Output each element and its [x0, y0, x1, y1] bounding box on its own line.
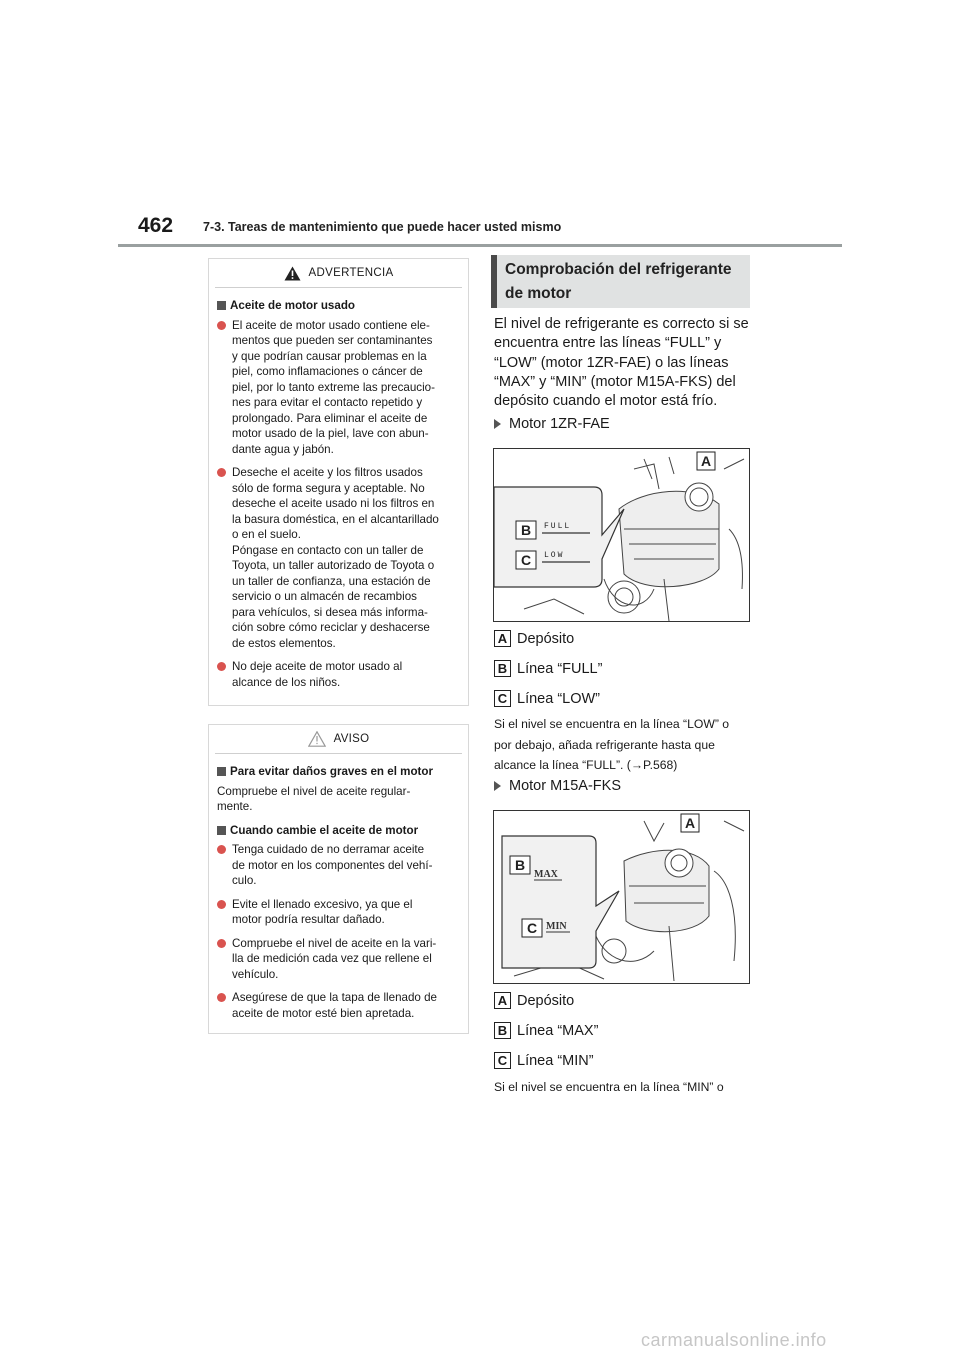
svg-text:C: C	[526, 920, 538, 936]
caution-icon	[308, 731, 326, 747]
engine1-illustration	[494, 449, 749, 621]
legend-text: Línea “FULL”	[517, 660, 603, 677]
notice-header	[215, 725, 462, 754]
fig-full-label: FULL	[544, 522, 572, 531]
bullet-text: Deseche el aceite y los filtros usados sólo de forma segura y aceptable. No deseche el aceite usado ni los filtros en la basura doméstica, en el alcantarillado o en el suelo. Póngase en contacto con un taller de Toyota, un taller autorizado de Toyota o un taller de confianza, una estación de servicio o un almacén de recambios para vehículos, si desea más informa- ción sobre cómo reciclar y deshacerse de estos elementos.	[232, 466, 439, 650]
title-accent-bar	[491, 255, 497, 308]
warning-title: ADVERTENCIA	[308, 267, 394, 279]
legend-text: Depósito	[517, 630, 575, 647]
warning-header	[215, 259, 462, 288]
notice-bullet	[217, 897, 460, 928]
legend-letter: A	[494, 630, 511, 647]
round-bullet-icon	[217, 993, 226, 1002]
notice-subheading: Cuando cambie el aceite de motor	[217, 823, 460, 839]
bullet-text: Tenga cuidado de no derramar aceite de motor en los componentes del vehí- culo.	[232, 843, 433, 887]
legend-item	[494, 690, 600, 707]
bullet-text: Asegúrese de que la tapa de llenado de aceite de motor esté bien apretada.	[232, 991, 437, 1020]
triangle-bullet-icon	[494, 781, 501, 791]
bullet-text: El aceite de motor usado contiene ele- mentos que pueden ser contaminantes y que podrían causar problemas en la piel, como inflamaciones o cáncer de piel, por lo tanto extreme las precaucio- nes para evitar el contacto repetido y prolongado. Para eliminar el aceite de motor usado de la piel, lave con abun- dante agua y jabón.	[232, 318, 435, 456]
warning-subheading: Aceite de motor usado	[217, 298, 460, 314]
notice-bullet	[217, 990, 460, 1021]
svg-text:A: A	[684, 815, 696, 831]
legend-text: Línea “MIN”	[517, 1052, 594, 1069]
coolant-intro: El nivel de refrigerante es correcto si se encuentra entre las líneas “FULL” y “LOW” (motor 1ZR-FAE) o las líneas “MAX” y “MIN” (motor M15A-FKS) del depósito cuando el motor está frío.	[494, 316, 749, 410]
figure-engine1	[493, 448, 750, 622]
watermark: carmanualsonline.info	[641, 1330, 827, 1350]
notice-subheading: Para evitar daños graves en el motor	[217, 764, 460, 780]
notice-box	[208, 724, 469, 1034]
square-bullet-icon	[217, 767, 226, 776]
legend-item	[494, 1022, 598, 1039]
bullet-text: Compruebe el nivel de aceite en la vari- lla de medición cada vez que rellene el vehículo.	[232, 936, 437, 981]
legend-letter: C	[494, 1052, 511, 1069]
legend-item	[494, 660, 602, 677]
round-bullet-icon	[217, 845, 226, 854]
round-bullet-icon	[217, 939, 226, 948]
fig-min-label: MIN	[546, 921, 567, 932]
notice-title: AVISO	[333, 733, 370, 745]
engine2-label: Motor M15A-FKS	[494, 778, 621, 794]
warning-bullet	[217, 659, 460, 690]
legend-text: Línea “MAX”	[517, 1022, 599, 1039]
header-rule	[118, 244, 842, 247]
legend-item	[494, 1052, 594, 1069]
legend-letter: C	[494, 690, 511, 707]
figure-engine2	[493, 810, 750, 984]
notice-bullet	[217, 842, 460, 889]
fig-max-label: MAX	[534, 869, 558, 880]
engine2-illustration	[494, 811, 749, 983]
page-number: 462	[138, 214, 174, 237]
bullet-text: Evite el llenado excesivo, ya que el motor podría resultar dañado.	[232, 897, 413, 926]
engine1-label: Motor 1ZR-FAE	[494, 416, 610, 432]
svg-text:B: B	[520, 522, 532, 538]
legend-letter: B	[494, 1022, 511, 1039]
round-bullet-icon	[217, 662, 226, 671]
legend-letter: A	[494, 992, 511, 1009]
svg-text:B: B	[514, 857, 526, 873]
round-bullet-icon	[217, 900, 226, 909]
legend-text: Línea “LOW”	[517, 690, 600, 707]
fig-low-label: LOW	[544, 551, 565, 560]
warning-icon	[284, 266, 301, 281]
triangle-bullet-icon	[494, 419, 501, 429]
legend-letter: B	[494, 660, 511, 677]
warning-bullet	[217, 465, 460, 651]
bullet-text: No deje aceite de motor usado al alcance de los niños.	[232, 660, 403, 689]
engine1-note: Si el nivel se encuentra en la línea “LOW” o por debajo, añada refrigerante hasta que alcance la línea “FULL”. (→P.568)	[494, 717, 730, 772]
legend-item	[494, 992, 574, 1009]
warning-box	[208, 258, 469, 706]
round-bullet-icon	[217, 468, 226, 477]
svg-text:C: C	[520, 552, 532, 568]
legend-text: Depósito	[517, 992, 575, 1009]
square-bullet-icon	[217, 826, 226, 835]
square-bullet-icon	[217, 301, 226, 310]
section-title: 7-3. Tareas de mantenimiento que puede hacer usted mismo	[203, 220, 562, 234]
warning-bullet	[217, 318, 460, 458]
notice-paragraph: Compruebe el nivel de aceite regular- mente.	[217, 784, 411, 813]
svg-text:A: A	[700, 453, 712, 469]
round-bullet-icon	[217, 321, 226, 330]
engine2-note: Si el nivel se encuentra en la línea “MIN” o	[494, 1080, 724, 1094]
legend-item	[494, 630, 574, 647]
coolant-section-title: Comprobación del refrigerante de motor	[491, 255, 750, 308]
notice-bullet	[217, 936, 460, 983]
